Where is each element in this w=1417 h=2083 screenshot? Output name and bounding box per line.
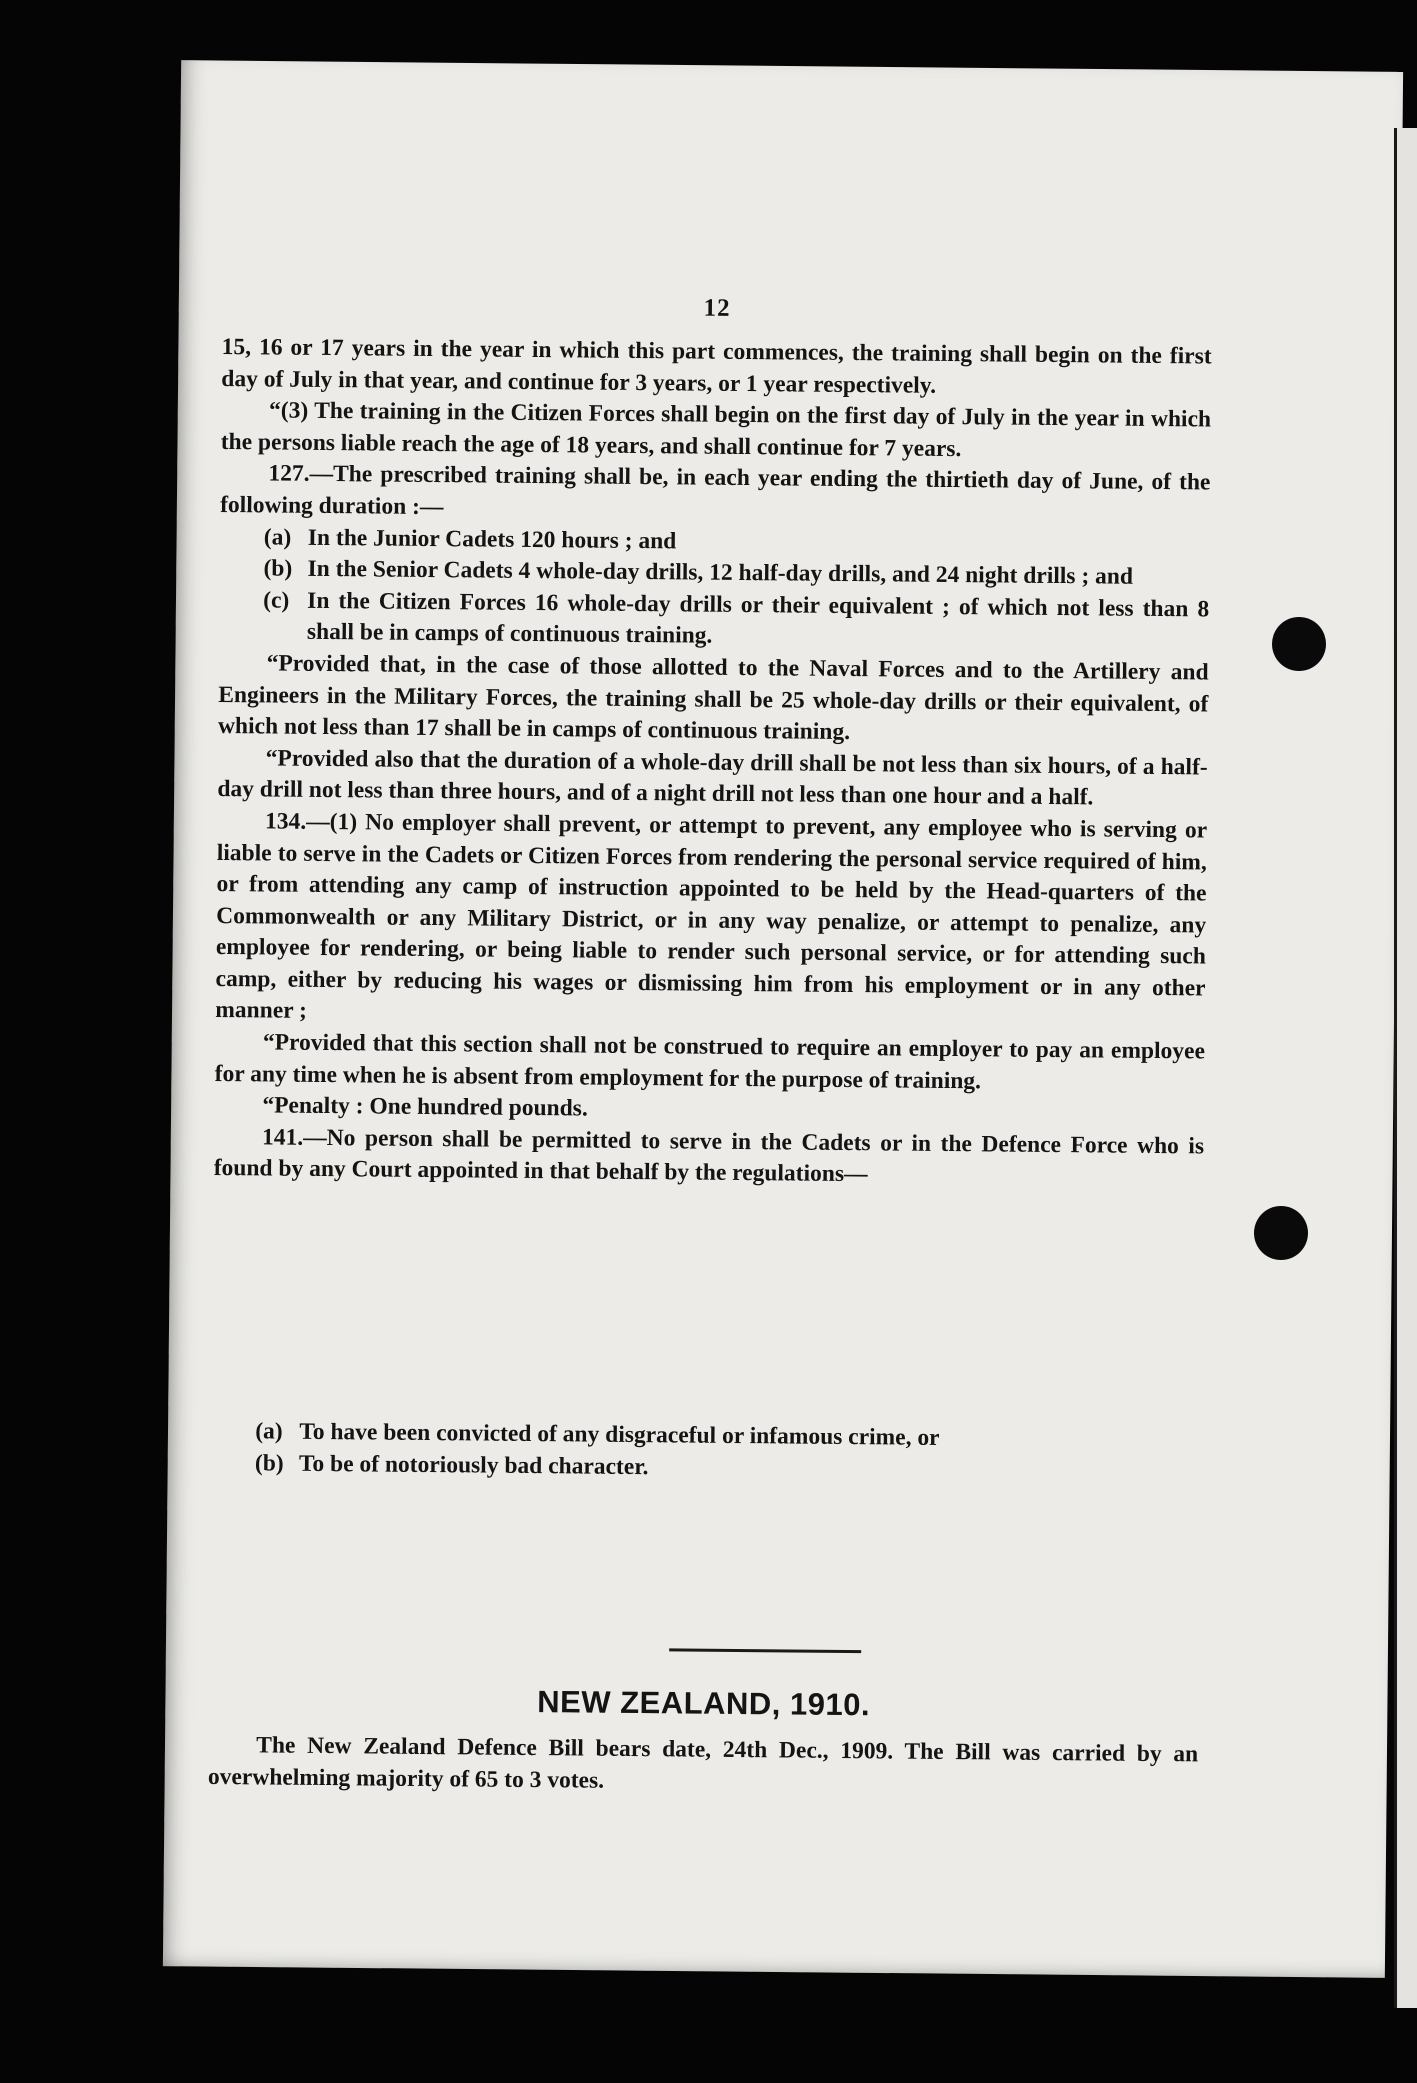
paragraph: 141.—No person shall be permitted to serve in the Cadets or in the Defence Force who is found by any Court appointed in that behalf by the regulations— bbox=[213, 1124, 1205, 1188]
list-item-text: In the Citizen Forces 16 whole-day drills or their equivalent ; of which not less than 8 shall be in camps of continuous training. bbox=[306, 587, 1210, 650]
section-body-3 bbox=[208, 1730, 1199, 1803]
list-item-label: (b) bbox=[254, 1449, 284, 1477]
paragraph: 127.—The prescribed training shall be, in each year ending the thirtieth day of June, of the following duration :— bbox=[220, 460, 1211, 521]
page-text bbox=[207, 0, 1215, 1794]
paragraph: “(3) The training in the Citizen Forces shall begin on the first day of July in the year in which the persons liable reach the age of 18 years, and shall continue for 7 years. bbox=[220, 397, 1212, 462]
list-item-label: (a) bbox=[255, 1418, 283, 1445]
binding-hole bbox=[1272, 617, 1326, 671]
list-item-text: To have been convicted of any disgraceful or infamous crime, or bbox=[299, 1418, 940, 1451]
paragraph: 134.—(1) No employer shall prevent, or attempt to prevent, any employee who is serving or liable to serve in the Cadets or Citizen Forces from rendering the personal service required of him, or from attending any camp of instruction appointed to be held by the Head-quarters of the Commonwealth or any Military District, or in any way penalize, or attempt to penalize, any employee for rendering, or being liable to render such personal service, or for attending such camp, either by reducing his wages or dismissing him from his employment or in any other manner ; bbox=[215, 808, 1208, 1025]
list-item-text: In the Junior Cadets 120 hours ; and bbox=[307, 524, 677, 554]
list-item bbox=[263, 585, 1210, 657]
paragraph: 15, 16 or 17 years in the year in which this part commences, the training shall begin on the first day of July in that year, and continue for 3 years, or 1 year respectively. bbox=[221, 333, 1212, 399]
list-item-text: To be of notoriously bad character. bbox=[298, 1450, 649, 1480]
adjacent-page-edge bbox=[1394, 128, 1417, 2008]
paragraph: “Provided that, in the case of those allotted to the Naval Forces and to the Artillery and Engineers in the Military Forces, the training shall be 25 whole-day drills or their equivalent, of which not less than 17 shall be in camps of continuous training. bbox=[217, 650, 1209, 746]
section-heading: NEW ZEALAND, 1910. bbox=[537, 1684, 871, 1723]
binding-hole bbox=[1254, 1206, 1308, 1260]
list-item-text: In the Senior Cadets 4 whole-day drills, 12 half-day drills, and 24 night drills ; and bbox=[307, 555, 1134, 590]
section-body-2 bbox=[211, 1416, 1202, 1489]
page-number: 12 bbox=[703, 294, 731, 322]
list-item-label: (a) bbox=[263, 523, 292, 551]
paragraph: “Provided that this section shall not be construed to require an employer to pay an employee for any time when he is absent from employment for the purpose of training. bbox=[214, 1029, 1206, 1094]
paragraph: The New Zealand Defence Bill bears date, 24th Dec., 1909. The Bill was carried by an overwhelming majority of 65 to 3 votes. bbox=[207, 1732, 1199, 1794]
paragraph: “Penalty : One hundred pounds. bbox=[262, 1092, 588, 1122]
paragraph: “Provided also that the duration of a whole-day drill shall be not less than six hours, of a half-day drill not less than three hours, and of a night drill not less than one hour and a half. bbox=[217, 745, 1208, 811]
list-item-label: (b) bbox=[263, 555, 293, 582]
list-item-label: (c) bbox=[263, 587, 290, 614]
section-body-1 bbox=[214, 332, 1212, 1194]
